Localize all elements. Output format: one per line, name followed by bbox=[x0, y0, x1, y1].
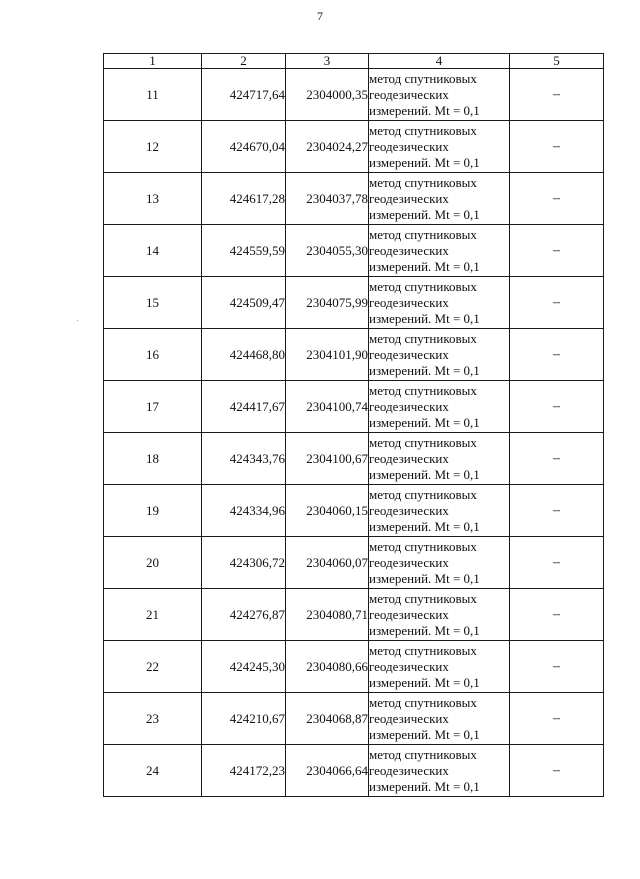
point-number-cell: 22 bbox=[104, 641, 202, 693]
table-row bbox=[104, 433, 604, 485]
method-cell: метод спутниковых геодезических измерений. Mt = 0,1 bbox=[369, 537, 510, 589]
y-coordinate-cell: 2304101,90 bbox=[286, 329, 369, 381]
method-cell: метод спутниковых геодезических измерений. Mt = 0,1 bbox=[369, 641, 510, 693]
note-cell: – bbox=[510, 329, 604, 381]
method-cell: метод спутниковых геодезических измерений. Mt = 0,1 bbox=[369, 745, 510, 797]
point-number-cell: 14 bbox=[104, 225, 202, 277]
table-row bbox=[104, 381, 604, 433]
point-number-cell: 24 bbox=[104, 745, 202, 797]
y-coordinate-cell: 2304037,78 bbox=[286, 173, 369, 225]
header-row bbox=[104, 54, 604, 69]
x-coordinate-cell: 424559,59 bbox=[202, 225, 286, 277]
point-number-cell: 13 bbox=[104, 173, 202, 225]
note-cell: – bbox=[510, 69, 604, 121]
point-number-cell: 23 bbox=[104, 693, 202, 745]
table-row bbox=[104, 329, 604, 381]
header-col-5: 5 bbox=[510, 54, 604, 69]
table-row bbox=[104, 537, 604, 589]
table-row bbox=[104, 693, 604, 745]
x-coordinate-cell: 424172,23 bbox=[202, 745, 286, 797]
point-number-cell: 16 bbox=[104, 329, 202, 381]
y-coordinate-cell: 2304080,71 bbox=[286, 589, 369, 641]
table-body bbox=[104, 69, 604, 797]
coordinates-table bbox=[103, 53, 604, 797]
note-cell: – bbox=[510, 173, 604, 225]
x-coordinate-cell: 424468,80 bbox=[202, 329, 286, 381]
point-number-cell: 18 bbox=[104, 433, 202, 485]
table-row bbox=[104, 69, 604, 121]
note-cell: – bbox=[510, 537, 604, 589]
y-coordinate-cell: 2304080,66 bbox=[286, 641, 369, 693]
method-cell: метод спутниковых геодезических измерений. Mt = 0,1 bbox=[369, 589, 510, 641]
note-cell: – bbox=[510, 745, 604, 797]
note-cell: – bbox=[510, 485, 604, 537]
note-cell: – bbox=[510, 433, 604, 485]
y-coordinate-cell: 2304024,27 bbox=[286, 121, 369, 173]
x-coordinate-cell: 424670,04 bbox=[202, 121, 286, 173]
method-cell: метод спутниковых геодезических измерений. Mt = 0,1 bbox=[369, 433, 510, 485]
table-row bbox=[104, 745, 604, 797]
table-row bbox=[104, 121, 604, 173]
table-header bbox=[104, 54, 604, 69]
y-coordinate-cell: 2304068,87 bbox=[286, 693, 369, 745]
y-coordinate-cell: 2304100,74 bbox=[286, 381, 369, 433]
x-coordinate-cell: 424417,67 bbox=[202, 381, 286, 433]
point-number-cell: 15 bbox=[104, 277, 202, 329]
y-coordinate-cell: 2304055,30 bbox=[286, 225, 369, 277]
x-coordinate-cell: 424276,87 bbox=[202, 589, 286, 641]
y-coordinate-cell: 2304060,15 bbox=[286, 485, 369, 537]
table-row bbox=[104, 225, 604, 277]
point-number-cell: 20 bbox=[104, 537, 202, 589]
x-coordinate-cell: 424509,47 bbox=[202, 277, 286, 329]
x-coordinate-cell: 424306,72 bbox=[202, 537, 286, 589]
note-cell: – bbox=[510, 277, 604, 329]
y-coordinate-cell: 2304075,99 bbox=[286, 277, 369, 329]
x-coordinate-cell: 424617,28 bbox=[202, 173, 286, 225]
header-col-4: 4 bbox=[369, 54, 510, 69]
method-cell: метод спутниковых геодезических измерений. Mt = 0,1 bbox=[369, 329, 510, 381]
note-cell: – bbox=[510, 381, 604, 433]
method-cell: метод спутниковых геодезических измерений. Mt = 0,1 bbox=[369, 69, 510, 121]
method-cell: метод спутниковых геодезических измерений. Mt = 0,1 bbox=[369, 381, 510, 433]
table-row bbox=[104, 485, 604, 537]
method-cell: метод спутниковых геодезических измерений. Mt = 0,1 bbox=[369, 277, 510, 329]
table-row bbox=[104, 277, 604, 329]
y-coordinate-cell: 2304066,64 bbox=[286, 745, 369, 797]
y-coordinate-cell: 2304100,67 bbox=[286, 433, 369, 485]
note-cell: – bbox=[510, 121, 604, 173]
table-row bbox=[104, 173, 604, 225]
margin-mark bbox=[77, 320, 78, 321]
point-number-cell: 19 bbox=[104, 485, 202, 537]
x-coordinate-cell: 424343,76 bbox=[202, 433, 286, 485]
table-row bbox=[104, 589, 604, 641]
method-cell: метод спутниковых геодезических измерений. Mt = 0,1 bbox=[369, 121, 510, 173]
header-col-1: 1 bbox=[104, 54, 202, 69]
x-coordinate-cell: 424210,67 bbox=[202, 693, 286, 745]
method-cell: метод спутниковых геодезических измерений. Mt = 0,1 bbox=[369, 225, 510, 277]
point-number-cell: 21 bbox=[104, 589, 202, 641]
table-row bbox=[104, 641, 604, 693]
y-coordinate-cell: 2304000,35 bbox=[286, 69, 369, 121]
note-cell: – bbox=[510, 693, 604, 745]
x-coordinate-cell: 424717,64 bbox=[202, 69, 286, 121]
method-cell: метод спутниковых геодезических измерений. Mt = 0,1 bbox=[369, 485, 510, 537]
header-col-2: 2 bbox=[202, 54, 286, 69]
note-cell: – bbox=[510, 589, 604, 641]
method-cell: метод спутниковых геодезических измерений. Mt = 0,1 bbox=[369, 173, 510, 225]
x-coordinate-cell: 424245,30 bbox=[202, 641, 286, 693]
point-number-cell: 11 bbox=[104, 69, 202, 121]
note-cell: – bbox=[510, 641, 604, 693]
method-cell: метод спутниковых геодезических измерений. Mt = 0,1 bbox=[369, 693, 510, 745]
page-number: 7 bbox=[317, 9, 323, 23]
point-number-cell: 17 bbox=[104, 381, 202, 433]
point-number-cell: 12 bbox=[104, 121, 202, 173]
x-coordinate-cell: 424334,96 bbox=[202, 485, 286, 537]
header-col-3: 3 bbox=[286, 54, 369, 69]
y-coordinate-cell: 2304060,07 bbox=[286, 537, 369, 589]
note-cell: – bbox=[510, 225, 604, 277]
